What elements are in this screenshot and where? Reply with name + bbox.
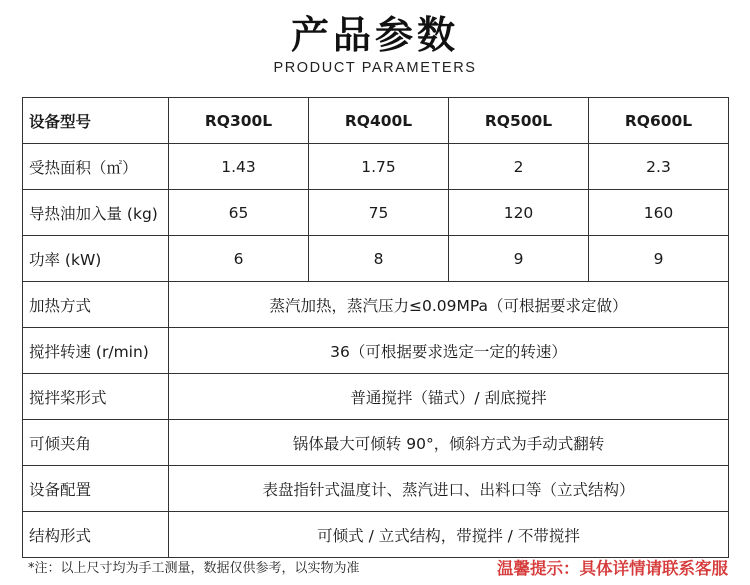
row-label: 搅拌转速 (r/min)	[23, 328, 169, 374]
header-cell-rq400l: RQ400L	[309, 98, 449, 144]
merged-cell: 可倾式 / 立式结构，带搅拌 / 不带搅拌	[169, 512, 729, 558]
table-row	[23, 328, 729, 374]
page-title: 产品参数	[290, 13, 459, 57]
table-cell: 9	[449, 236, 589, 282]
row-label: 受热面积（㎡）	[23, 144, 169, 190]
row-label: 加热方式	[23, 282, 169, 328]
table-cell: 1.75	[309, 144, 449, 190]
header-cell-model: 设备型号	[23, 98, 169, 144]
table-cell: 120	[449, 190, 589, 236]
page-subtitle: PRODUCT PARAMETERS	[273, 60, 477, 76]
table-row	[23, 466, 729, 512]
row-label: 设备配置	[23, 466, 169, 512]
merged-cell: 表盘指针式温度计、蒸汽进口、出料口等（立式结构）	[169, 466, 729, 512]
parameter-table	[22, 97, 729, 558]
row-label: 功率 (kW)	[23, 236, 169, 282]
row-label: 可倾夹角	[23, 420, 169, 466]
merged-cell: 36（可根据要求选定一定的转速）	[169, 328, 729, 374]
table-header-row	[23, 98, 729, 144]
table-cell: 2	[449, 144, 589, 190]
merged-cell: 普通搅拌（锚式）/ 刮底搅拌	[169, 374, 729, 420]
table-cell: 9	[589, 236, 729, 282]
row-label: 搅拌桨形式	[23, 374, 169, 420]
merged-cell: 锅体最大可倾转 90°，倾斜方式为手动式翻转	[169, 420, 729, 466]
row-label: 结构形式	[23, 512, 169, 558]
table-row	[23, 282, 729, 328]
header-cell-rq600l: RQ600L	[589, 98, 729, 144]
table-cell: 160	[589, 190, 729, 236]
table-row	[23, 236, 729, 282]
table-row	[23, 512, 729, 558]
contact-tip: 温馨提示：具体详情请联系客服	[497, 559, 728, 578]
table-cell: 8	[309, 236, 449, 282]
table-cell: 1.43	[169, 144, 309, 190]
header-cell-rq500l: RQ500L	[449, 98, 589, 144]
table-cell: 2.3	[589, 144, 729, 190]
header-cell-rq300l: RQ300L	[169, 98, 309, 144]
merged-cell: 蒸汽加热，蒸汽压力≤0.09MPa（可根据要求定做）	[169, 282, 729, 328]
row-label: 导热油加入量 (kg)	[23, 190, 169, 236]
table-cell: 75	[309, 190, 449, 236]
footnote: *注：以上尺寸均为手工测量，数据仅供参考，以实物为准	[28, 561, 360, 576]
table-row	[23, 420, 729, 466]
table-row	[23, 144, 729, 190]
table-cell: 6	[169, 236, 309, 282]
table-row	[23, 374, 729, 420]
table-row	[23, 190, 729, 236]
table-cell: 65	[169, 190, 309, 236]
